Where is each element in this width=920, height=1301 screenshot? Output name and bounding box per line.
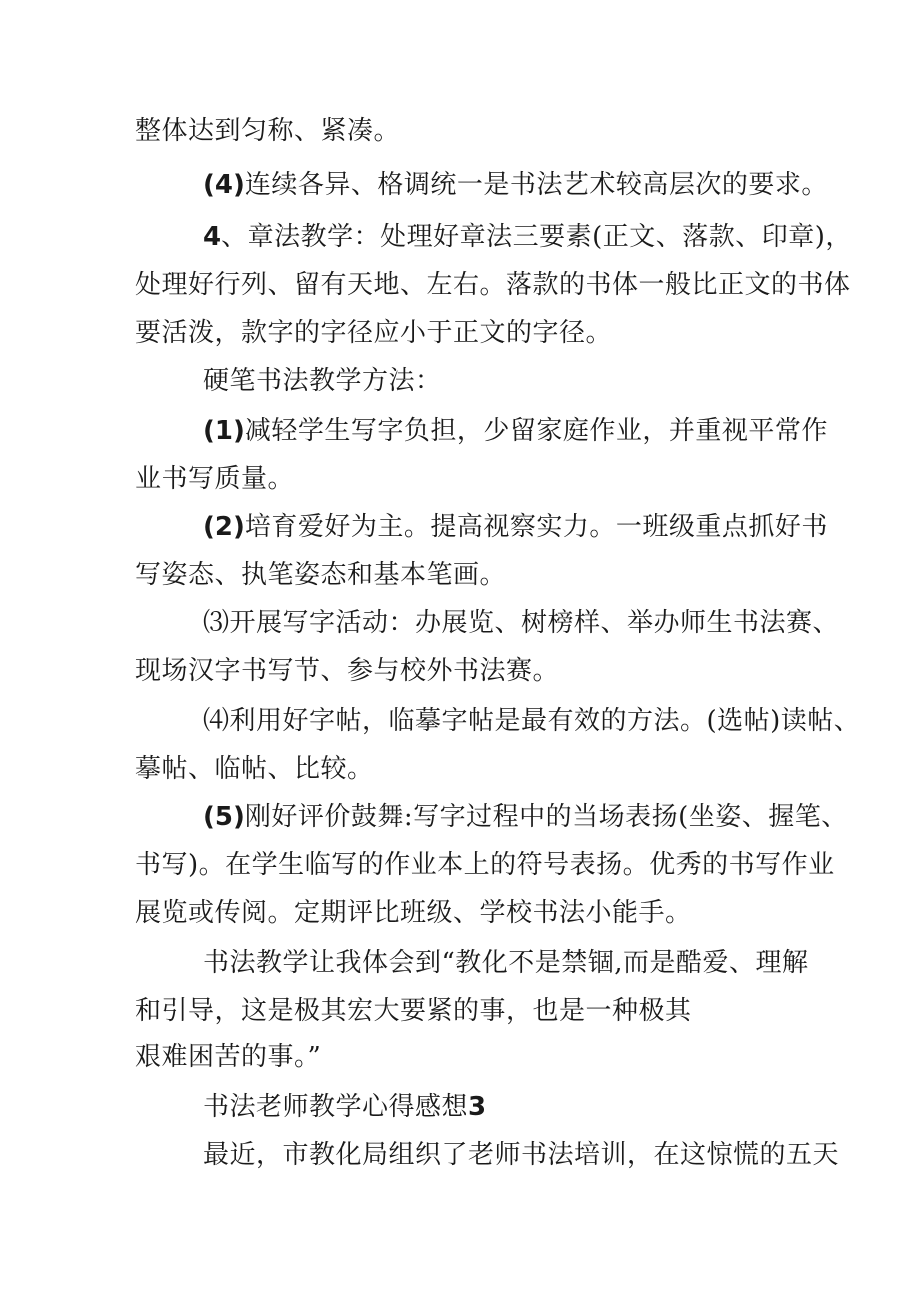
text-line — [135, 654, 559, 688]
line-text: 写姿态、执笔姿态和基本笔画。 — [135, 560, 507, 590]
text-line — [135, 462, 294, 496]
line-text: 展览或传阅。定期评比班级、学校书法小能手。 — [135, 898, 692, 928]
item-number: (1) — [203, 416, 245, 446]
item-number: (2) — [203, 512, 245, 542]
line-text: 处理好行列、留有天地、左右。落款的书体一般比正文的书体 — [135, 270, 851, 300]
line-text: 开展写字活动：办展览、树榜样、举办师生书法赛、 — [229, 608, 840, 638]
section-title — [203, 1090, 486, 1124]
subheading — [203, 364, 442, 398]
list-item-1 — [203, 414, 828, 448]
line-text: 整体达到匀称、紧凑。 — [135, 116, 401, 146]
item-number: (4) — [203, 170, 245, 200]
line-text: 培育爱好为主。提高视察实力。一班级重点抓好书 — [244, 512, 828, 542]
line-text: 减轻学生写字负担，少留家庭作业，并重视平常作 — [244, 416, 828, 446]
list-item-4b — [203, 704, 860, 738]
text-line — [135, 268, 851, 302]
line-text: 书法教学让我体会到“教化不是禁锢,而是酷爱、理解 — [203, 948, 809, 978]
line-text: 利用好字帖，临摹字帖是最有效的方法。(选帖)读帖、 — [229, 706, 861, 736]
line-text: 要活泼，款字的字径应小于正文的字径。 — [135, 318, 613, 348]
section-heading-4 — [203, 220, 852, 254]
text-line — [135, 1040, 321, 1074]
text-line — [135, 114, 400, 148]
section-number: 3 — [468, 1092, 487, 1122]
item-number: ⑶ — [203, 608, 230, 638]
text-line — [203, 946, 809, 980]
text-line — [203, 1138, 839, 1172]
line-text: 刚好评价鼓舞:写字过程中的当场表扬(坐姿、握笔、 — [244, 802, 848, 832]
line-text: 和引导，这是极其宏大要紧的事，也是一种极其 — [135, 996, 692, 1026]
list-item-3 — [203, 606, 839, 640]
list-item-5 — [203, 800, 848, 834]
line-text: 摹帖、临帖、比较。 — [135, 754, 374, 784]
text-line — [135, 752, 374, 786]
text-line — [135, 316, 612, 350]
list-item-4 — [203, 168, 828, 202]
line-text: 艰难困苦的事。” — [135, 1042, 322, 1072]
item-number: 4 — [203, 222, 222, 252]
line-text: 书法老师教学心得感想 — [203, 1092, 469, 1122]
line-text: 现场汉字书写节、参与校外书法赛。 — [135, 656, 560, 686]
item-number: ⑷ — [203, 706, 230, 736]
line-text: 连续各异、格调统一是书法艺术较高层次的要求。 — [244, 170, 828, 200]
line-text: 硬笔书法教学方法： — [203, 366, 442, 396]
item-number: (5) — [203, 802, 245, 832]
line-text: 书写)。在学生临写的作业本上的符号表扬。优秀的书写作业 — [135, 850, 835, 880]
line-text: 业书写质量。 — [135, 464, 295, 494]
text-line — [135, 994, 692, 1028]
text-line — [135, 848, 835, 882]
line-text: 、章法教学：处理好章法三要素(正文、落款、印章)， — [221, 222, 852, 252]
line-text: 最近，市教化局组织了老师书法培训，在这惊慌的五天 — [203, 1140, 840, 1170]
list-item-2 — [203, 510, 828, 544]
text-line — [135, 896, 692, 930]
text-line — [135, 558, 506, 592]
